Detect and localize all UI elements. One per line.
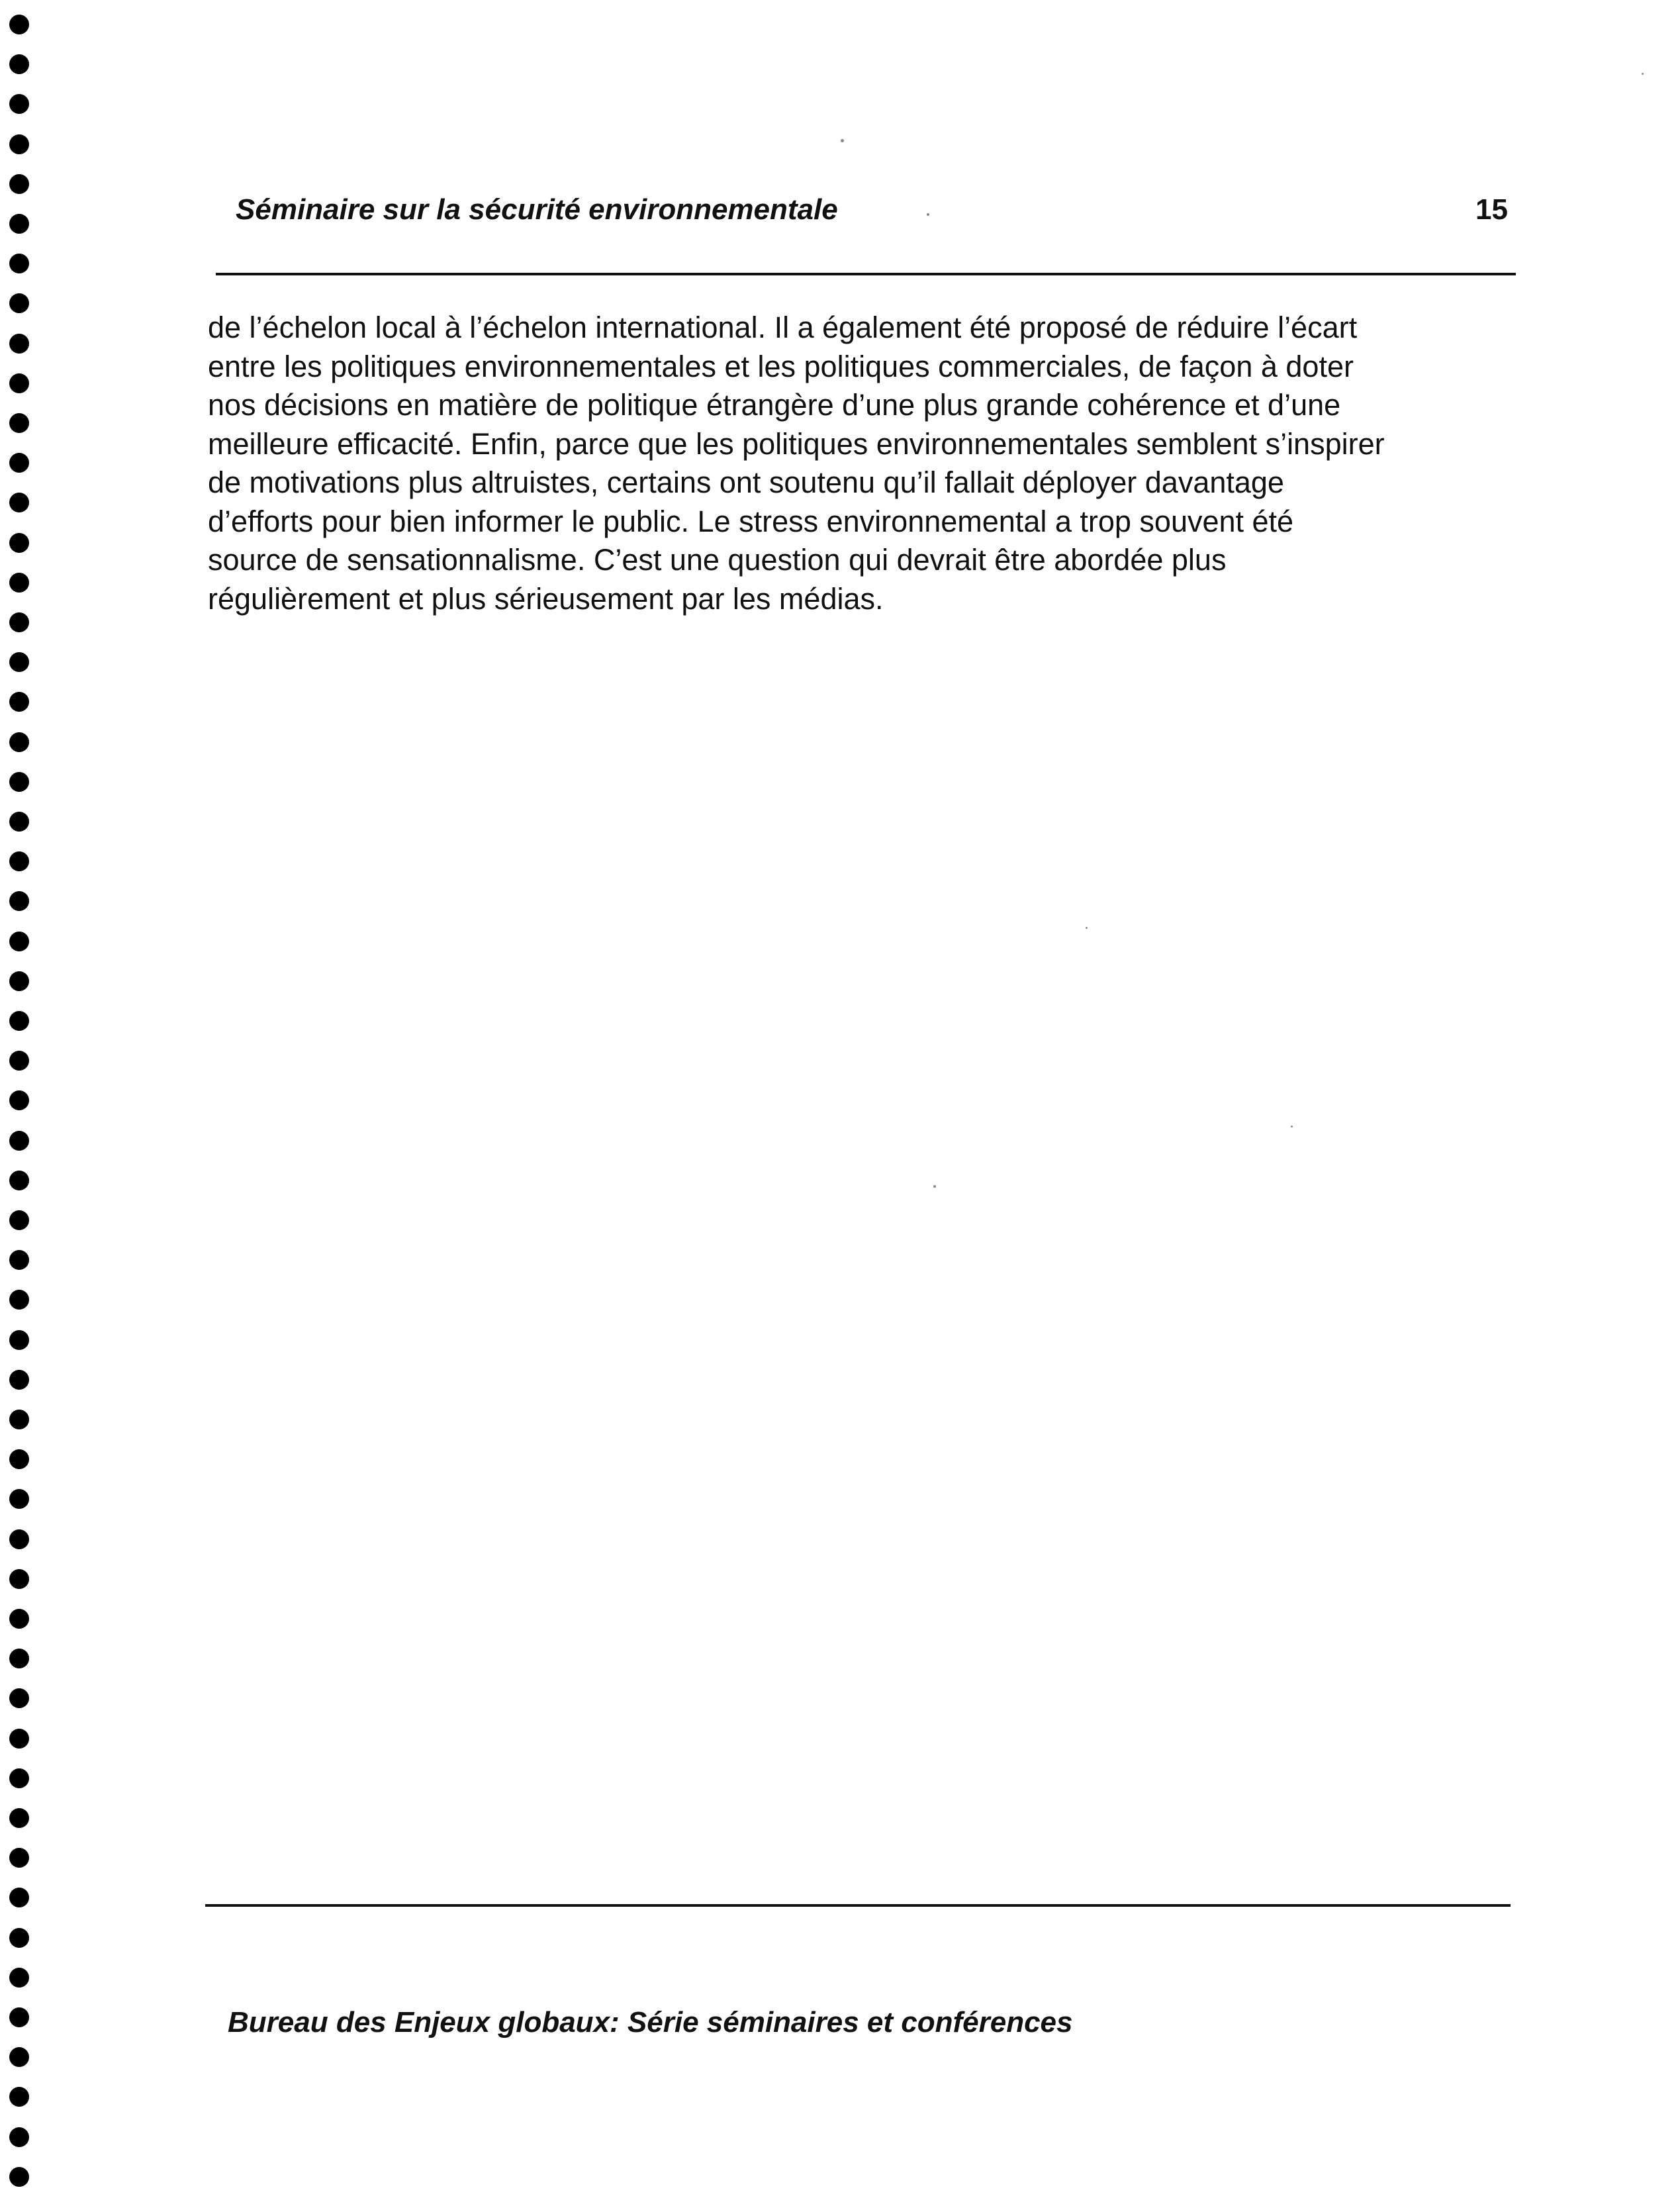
binding-hole bbox=[9, 851, 29, 871]
binding-hole bbox=[9, 1928, 29, 1948]
binding-hole bbox=[9, 1449, 29, 1469]
scan-speck bbox=[1642, 73, 1644, 75]
binding-hole bbox=[9, 1569, 29, 1589]
page-number: 15 bbox=[1475, 193, 1508, 226]
binding-hole bbox=[9, 932, 29, 951]
binding-hole bbox=[9, 2007, 29, 2027]
binding-hole bbox=[9, 1609, 29, 1629]
text-line: de motivations plus altruistes, certains ont soutenu qu’il fallait déployer davantage bbox=[208, 465, 1284, 499]
binding-hole bbox=[9, 493, 29, 512]
binding-hole bbox=[9, 1131, 29, 1151]
binding-hole bbox=[9, 1011, 29, 1031]
binding-hole bbox=[9, 1888, 29, 1907]
binding-hole bbox=[9, 1808, 29, 1828]
binding-hole bbox=[9, 1489, 29, 1509]
binding-hole bbox=[9, 692, 29, 712]
text-line: entre les politiques environnementales et les politiques commerciales, de façon à doter bbox=[208, 349, 1354, 383]
binding-hole bbox=[9, 373, 29, 393]
text-line: de l’échelon local à l’échelon international. Il a également été proposé de réduire l’écart bbox=[208, 311, 1358, 344]
text-line: meilleure efficacité. Enfin, parce que les politiques environnementales semblent s’inspirer bbox=[208, 426, 1385, 461]
binding-hole bbox=[9, 1090, 29, 1110]
binding-hole bbox=[9, 54, 29, 74]
binding-hole bbox=[9, 1729, 29, 1749]
binding-hole bbox=[9, 1330, 29, 1350]
page-header bbox=[217, 193, 1516, 246]
scan-speck bbox=[1086, 927, 1088, 929]
binding-hole bbox=[9, 1210, 29, 1230]
binding-hole bbox=[9, 15, 29, 34]
text-line: source de sensationnalisme. C’est une question qui devrait être abordée plus bbox=[208, 543, 1227, 577]
header-rule bbox=[216, 273, 1516, 275]
text-line: d’efforts pour bien informer le public. Le stress environnemental a trop souvent été bbox=[208, 504, 1294, 538]
binding-hole bbox=[9, 891, 29, 911]
binding-hole bbox=[9, 2127, 29, 2147]
binding-hole bbox=[9, 134, 29, 154]
binding-hole bbox=[9, 1410, 29, 1429]
binding-hole bbox=[9, 652, 29, 672]
binding-hole bbox=[9, 413, 29, 433]
binding-hole bbox=[9, 573, 29, 593]
binding-hole bbox=[9, 293, 29, 313]
binding-hole bbox=[9, 2087, 29, 2107]
text-line: nos décisions en matière de politique étrangère d’une plus grande cohérence et d’une bbox=[208, 388, 1341, 422]
binding-hole bbox=[9, 1290, 29, 1310]
scan-speck bbox=[927, 213, 929, 216]
binding-hole bbox=[9, 1649, 29, 1668]
binding-hole bbox=[9, 1688, 29, 1708]
binding-hole bbox=[9, 1968, 29, 1988]
binding-hole bbox=[9, 453, 29, 473]
binding-hole bbox=[9, 2167, 29, 2187]
scan-speck bbox=[1291, 1126, 1293, 1128]
binding-holes bbox=[0, 0, 40, 2210]
binding-hole bbox=[9, 1529, 29, 1549]
binding-hole bbox=[9, 1051, 29, 1071]
binding-hole bbox=[9, 214, 29, 234]
binding-hole bbox=[9, 1768, 29, 1788]
binding-hole bbox=[9, 94, 29, 114]
binding-hole bbox=[9, 1370, 29, 1390]
binding-hole bbox=[9, 1848, 29, 1868]
binding-hole bbox=[9, 732, 29, 752]
binding-hole bbox=[9, 334, 29, 354]
text-line: régulièrement et plus sérieusement par les médias. bbox=[208, 581, 884, 616]
footer-rule bbox=[205, 1904, 1511, 1907]
page-footer: Bureau des Enjeux globaux: Série séminaires et conférences bbox=[228, 2006, 1073, 2039]
binding-hole bbox=[9, 1250, 29, 1270]
binding-hole bbox=[9, 2047, 29, 2067]
binding-hole bbox=[9, 971, 29, 991]
running-title: Séminaire sur la sécurité environnementale bbox=[236, 193, 838, 226]
body-paragraph bbox=[208, 309, 1525, 618]
binding-hole bbox=[9, 174, 29, 194]
binding-hole bbox=[9, 812, 29, 832]
scan-speck bbox=[841, 139, 844, 142]
binding-hole bbox=[9, 612, 29, 632]
binding-hole bbox=[9, 254, 29, 273]
binding-hole bbox=[9, 772, 29, 792]
binding-hole bbox=[9, 533, 29, 553]
scan-speck bbox=[933, 1185, 936, 1188]
binding-hole bbox=[9, 1171, 29, 1190]
